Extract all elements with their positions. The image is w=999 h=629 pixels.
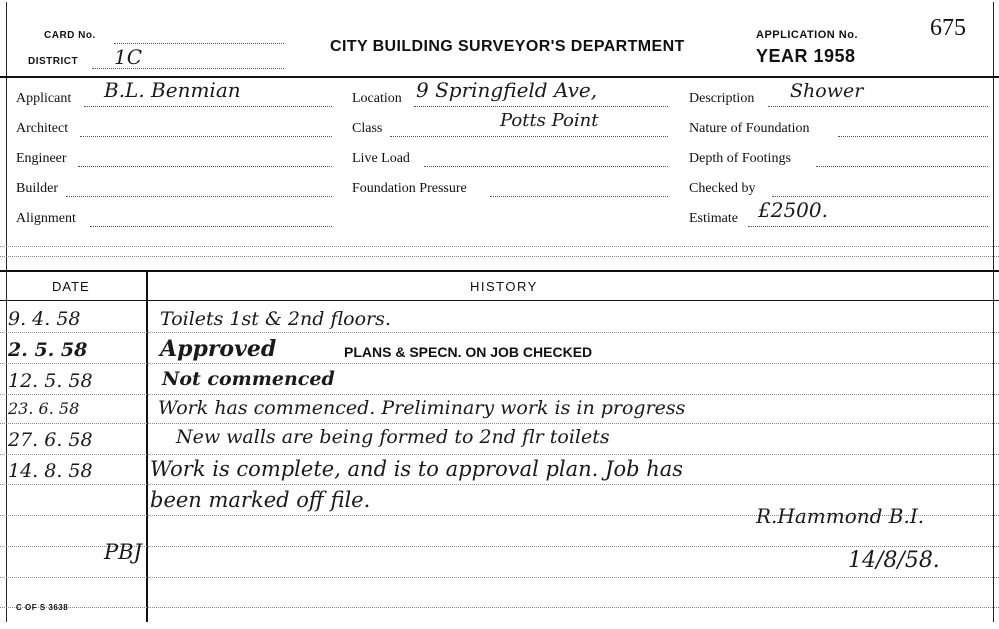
location-label: Location (352, 91, 402, 106)
application-label: APPLICATION No. (756, 29, 859, 41)
architect-line (80, 136, 332, 137)
estimate-line (748, 226, 988, 227)
description-value: Shower (790, 80, 864, 102)
location-line (414, 106, 668, 107)
entry-text: Work has commenced. Preliminary work is in progress (158, 397, 686, 419)
live-load-label: Live Load (352, 151, 410, 166)
district-line (92, 68, 284, 69)
card-no-label: CARD No. (44, 30, 96, 41)
engineer-label: Engineer (16, 151, 67, 166)
class-label: Class (352, 121, 383, 136)
nature-of-foundation-label: Nature of Foundation (689, 121, 810, 136)
signature-date: 14/8/58. (848, 548, 940, 573)
history-header-rule (0, 300, 999, 301)
applicant-value: B.L. Benmian (104, 78, 241, 102)
estimate-label: Estimate (689, 211, 738, 226)
history-rule (0, 423, 999, 424)
foundation-pressure-line (490, 196, 668, 197)
nature-of-foundation-line (838, 136, 988, 137)
alignment-line (90, 226, 332, 227)
form-code: C OF S 3638 (16, 603, 69, 612)
approval-stamp: PLANS & SPECN. ON JOB CHECKED (344, 344, 593, 360)
fields-rule (0, 256, 999, 257)
live-load-line (424, 166, 668, 167)
application-number: 675 (930, 15, 966, 41)
history-header: HISTORY (470, 279, 538, 294)
entry-date: 23. 6. 58 (8, 399, 80, 418)
department-title: CITY BUILDING SURVEYOR'S DEPARTMENT (330, 38, 685, 55)
entry-date: 27. 6. 58 (8, 429, 93, 451)
district-value: 1C (114, 45, 143, 69)
entry-date: 9. 4. 58 (8, 308, 81, 330)
entry-text: Approved (160, 336, 277, 362)
district-label: DISTRICT (28, 56, 79, 67)
inspector-signature: R.Hammond B.I. (756, 504, 925, 528)
history-rule (0, 484, 999, 485)
date-column-divider (146, 272, 148, 622)
engineer-line (78, 166, 332, 167)
entry-date: 14. 8. 58 (8, 460, 93, 482)
history-rule (0, 607, 999, 608)
builder-label: Builder (16, 181, 58, 196)
fields-rule (0, 246, 999, 247)
history-rule (0, 394, 999, 395)
estimate-value: £2500. (758, 198, 828, 222)
history-rule (0, 454, 999, 455)
entry-text: Not commenced (162, 368, 335, 390)
checked-by-line (772, 196, 988, 197)
history-rule (0, 546, 999, 547)
entry-text: Toilets 1st & 2nd floors. (160, 308, 391, 330)
history-rule (0, 363, 999, 364)
class-line (390, 136, 668, 137)
entry-date: 12. 5. 58 (8, 370, 93, 392)
entry-text: New walls are being formed to 2nd flr toilets (176, 426, 610, 448)
foundation-pressure-label: Foundation Pressure (352, 181, 467, 196)
card-no-line (114, 43, 284, 44)
initials: PBJ (104, 540, 142, 564)
architect-label: Architect (16, 121, 69, 136)
location-value: 9 Springfield Ave, (416, 78, 598, 102)
description-line (768, 106, 988, 107)
entry-text: Work is complete, and is to approval plan. Job has (150, 457, 684, 481)
history-rule (0, 577, 999, 578)
depth-of-footings-line (816, 166, 988, 167)
depth-of-footings-label: Depth of Footings (689, 151, 791, 166)
history-rule (0, 332, 999, 333)
builder-line (66, 196, 332, 197)
alignment-label: Alignment (16, 211, 76, 226)
entry-date: 2. 5. 58 (8, 339, 88, 361)
location-value-2: Potts Point (500, 110, 599, 131)
applicant-label: Applicant (16, 91, 72, 106)
year-label: YEAR 1958 (756, 46, 856, 66)
entry-text: been marked off file. (150, 488, 371, 512)
date-header: DATE (52, 279, 90, 294)
applicant-line (84, 106, 332, 107)
description-label: Description (689, 91, 755, 106)
history-top-border (0, 270, 999, 272)
checked-by-label: Checked by (689, 181, 756, 196)
